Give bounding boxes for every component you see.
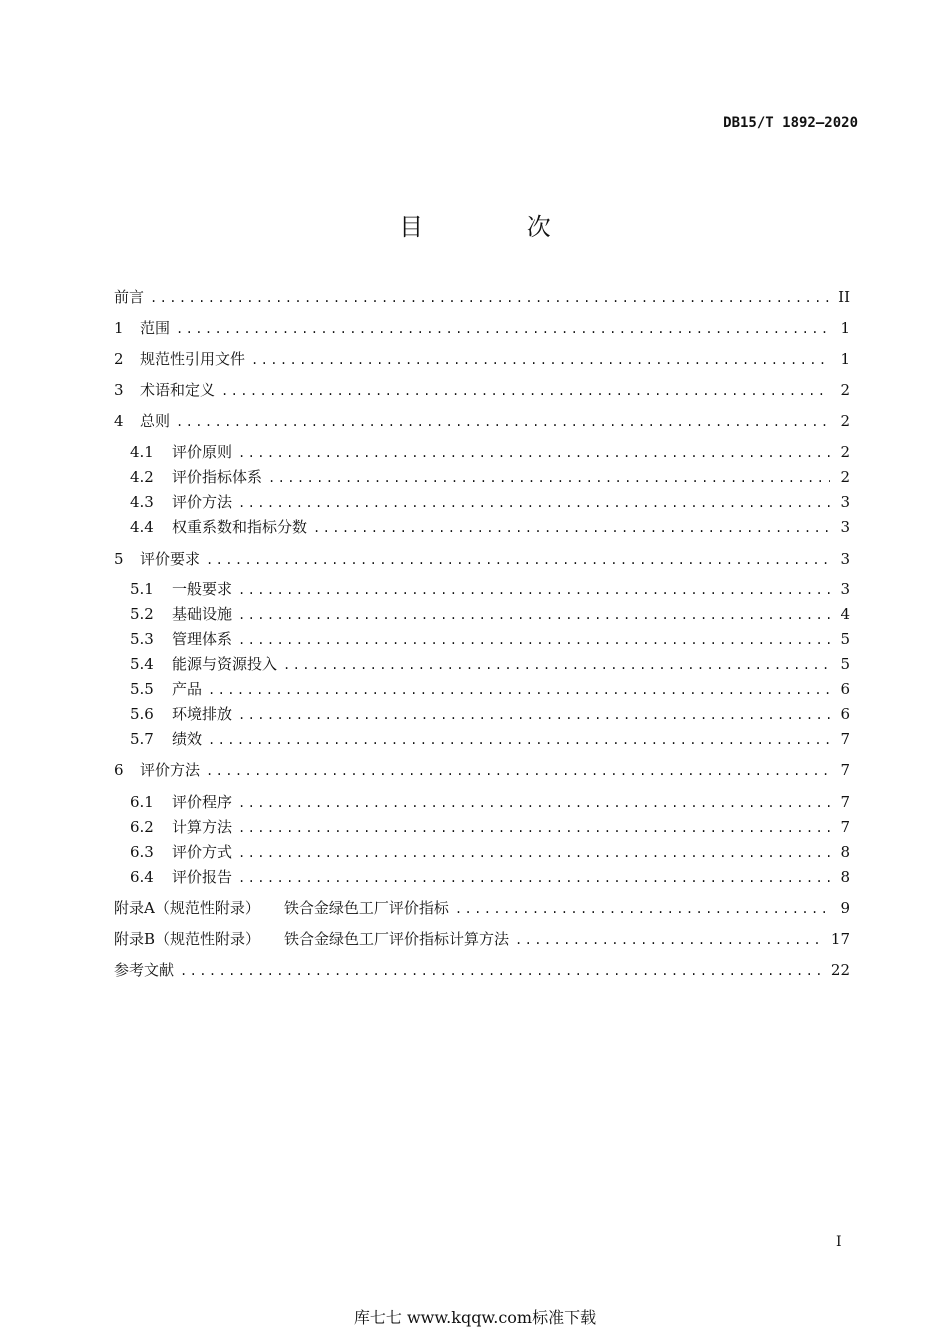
toc-entry-label: 绩效	[172, 730, 203, 748]
toc-entry[interactable]	[114, 548, 850, 570]
toc-entry-number: 5.6	[130, 705, 154, 723]
toc-entry-number: 6	[114, 761, 124, 779]
toc-entry[interactable]	[114, 286, 850, 308]
toc-entry-page: II	[838, 288, 850, 306]
toc-entry-number: 5.1	[130, 580, 154, 598]
toc-entry-page: 5	[840, 630, 850, 648]
toc-entry[interactable]	[130, 491, 850, 513]
toc-entry[interactable]	[114, 348, 850, 370]
toc-entry-label: 评价方法	[140, 761, 201, 779]
toc-entry[interactable]	[114, 959, 850, 981]
leader-dots	[455, 898, 830, 920]
toc-entry[interactable]	[130, 703, 850, 725]
toc-entry-page: 2	[840, 412, 850, 430]
leader-dots	[150, 287, 830, 309]
leader-dots	[208, 679, 830, 701]
toc-entry-label: 参考文献	[114, 961, 175, 979]
toc-entry[interactable]	[130, 466, 850, 488]
toc-entry-page: 3	[840, 493, 850, 511]
toc-entry[interactable]	[130, 678, 850, 700]
leader-dots	[238, 817, 830, 839]
page-number: I	[836, 1234, 842, 1250]
toc-entry-page: 1	[840, 350, 850, 368]
toc-entry[interactable]	[130, 653, 850, 675]
toc-entry[interactable]	[130, 516, 850, 538]
document-code: DB15/T 1892—2020	[723, 115, 858, 131]
leader-dots	[176, 318, 830, 340]
toc-entry-page: 1	[840, 319, 850, 337]
leader-dots	[268, 467, 830, 489]
toc-entry-label: 铁合金绿色工厂评价指标	[283, 899, 449, 917]
leader-dots	[238, 579, 830, 601]
leader-dots	[238, 492, 830, 514]
toc-entry[interactable]	[130, 628, 850, 650]
toc-entry-page: 4	[840, 605, 850, 623]
leader-dots	[221, 380, 830, 402]
toc-entry-number: 5.4	[130, 655, 154, 673]
toc-entry-label: 评价方法	[172, 493, 233, 511]
toc-entry-page: 8	[840, 843, 850, 861]
toc-entry-label: 评价方式	[172, 843, 233, 861]
toc-entry-number: 6.2	[130, 818, 154, 836]
toc-entry-page: 3	[840, 518, 850, 536]
toc-entry-page: 2	[840, 443, 850, 461]
toc-entry-number: 附录B（规范性附录）	[114, 930, 261, 948]
page-title: 目 次	[399, 213, 599, 241]
toc-entry-number: 6.4	[130, 868, 154, 886]
toc-entry-number: 2	[114, 350, 124, 368]
toc-entry-label: 评价要求	[140, 550, 201, 568]
toc-entry-label: 术语和定义	[140, 381, 216, 399]
toc-entry[interactable]	[130, 816, 850, 838]
toc-entry-label: 能源与资源投入	[172, 655, 278, 673]
leader-dots	[238, 792, 830, 814]
leader-dots	[515, 929, 825, 951]
toc-entry-number: 5.5	[130, 680, 154, 698]
toc-entry[interactable]	[130, 578, 850, 600]
toc-entry-number: 5	[114, 550, 124, 568]
toc-entry-number: 4	[114, 412, 124, 430]
leader-dots	[238, 629, 830, 651]
toc-entry-page: 2	[840, 381, 850, 399]
toc-entry-label: 基础设施	[172, 605, 233, 623]
toc-entry-label: 前言	[114, 288, 145, 306]
toc-entry-label: 铁合金绿色工厂评价指标计算方法	[284, 930, 510, 948]
leader-dots	[283, 654, 830, 676]
toc-entry-label: 评价程序	[172, 793, 233, 811]
leader-dots	[206, 549, 830, 571]
toc-entry-page: 17	[830, 930, 850, 948]
toc-entry-number: 4.4	[130, 518, 154, 536]
toc-entry-label: 评价报告	[172, 868, 233, 886]
toc-entry-label: 评价原则	[172, 443, 233, 461]
toc-entry[interactable]	[114, 379, 850, 401]
toc-entry-number: 1	[114, 319, 124, 337]
toc-entry-number: 3	[114, 381, 124, 399]
toc-entry-label: 环境排放	[172, 705, 233, 723]
toc-entry-page: 2	[840, 468, 850, 486]
toc-entry-label: 规范性引用文件	[140, 350, 246, 368]
toc-entry-page: 22	[830, 961, 850, 979]
toc-entry-label: 评价指标体系	[172, 468, 263, 486]
toc-entry-number: 5.3	[130, 630, 154, 648]
toc-entry-number: 6.3	[130, 843, 154, 861]
toc-entry-number: 4.3	[130, 493, 154, 511]
toc-entry-page: 7	[840, 818, 850, 836]
toc-entry[interactable]	[130, 841, 850, 863]
leader-dots	[251, 349, 830, 371]
leader-dots	[180, 960, 825, 982]
toc-entry-label: 一般要求	[172, 580, 233, 598]
toc-entry-label: 范围	[140, 319, 171, 337]
leader-dots	[206, 760, 830, 782]
toc-entry-number: 5.7	[130, 730, 154, 748]
toc-entry[interactable]	[114, 928, 850, 950]
toc-entry-number: 4.2	[130, 468, 154, 486]
toc-entry-page: 3	[840, 550, 850, 568]
toc-entry[interactable]	[130, 728, 850, 750]
toc-entry-number: 5.2	[130, 605, 154, 623]
toc-entry[interactable]	[114, 410, 850, 432]
toc-entry-label: 产品	[172, 680, 203, 698]
toc-entry-label: 管理体系	[172, 630, 233, 648]
toc-entry-page: 8	[840, 868, 850, 886]
footer-watermark: 库七七 www.kqqw.com标准下载	[353, 1308, 597, 1327]
toc-entry-page: 3	[840, 580, 850, 598]
leader-dots	[238, 842, 830, 864]
toc-entry-page: 7	[840, 761, 850, 779]
toc-entry-label: 总则	[140, 412, 171, 430]
leader-dots	[238, 442, 830, 464]
toc-entry[interactable]	[114, 897, 850, 919]
toc-entry-page: 5	[840, 655, 850, 673]
toc-entry[interactable]	[114, 317, 850, 339]
toc-entry-page: 7	[840, 793, 850, 811]
toc-entry-page: 6	[840, 680, 850, 698]
leader-dots	[208, 729, 830, 751]
toc-entry-number: 附录A（规范性附录）	[114, 899, 260, 917]
toc-entry-page: 6	[840, 705, 850, 723]
toc-entry-number: 6.1	[130, 793, 154, 811]
leader-dots	[238, 704, 830, 726]
leader-dots	[238, 867, 830, 889]
toc-entry-page: 9	[840, 899, 850, 917]
toc-entry[interactable]	[130, 603, 850, 625]
toc-entry[interactable]	[114, 759, 850, 781]
toc-entry-page: 7	[840, 730, 850, 748]
toc-entry[interactable]	[130, 866, 850, 888]
toc-entry-label: 计算方法	[172, 818, 233, 836]
leader-dots	[313, 517, 830, 539]
leader-dots	[238, 604, 830, 626]
leader-dots	[176, 411, 830, 433]
toc-entry[interactable]	[130, 441, 850, 463]
toc-entry-label: 权重系数和指标分数	[172, 518, 308, 536]
toc-entry[interactable]	[130, 791, 850, 813]
toc-entry-number: 4.1	[130, 443, 154, 461]
